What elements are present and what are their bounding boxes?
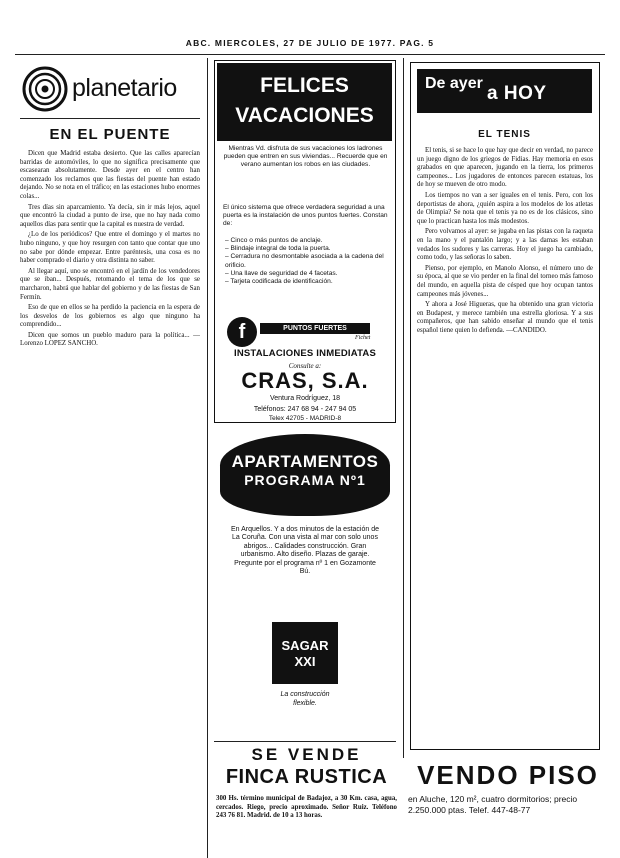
ad-title-oval — [220, 434, 390, 516]
article-paragraph: Y ahora a José Higueras, que ha obtenido una gran victoria en Budapest, y merece también una estrella gloriosa. Y a sus compañeros, que han sabido enseñar al mundo que el tenis español tiene quien lo defienda. —CANDIDO. — [417, 301, 593, 334]
vendo-piso-title: VENDO PISO — [417, 760, 599, 790]
install-line: INSTALACIONES INMEDIATAS — [233, 348, 377, 359]
right-article-body — [417, 147, 593, 743]
header-rule — [15, 54, 605, 55]
left-article-body — [20, 150, 200, 848]
article-paragraph: Pienso, por ejemplo, en Manolo Alonso, el número uno de su época, al que se vio perder en la final del torneo más famoso del mundo, en aquella pista de césped que hoy ocupan tantos campeones más jóvenes... — [417, 264, 593, 298]
logo-line1: De ayer — [425, 75, 483, 92]
article-paragraph: Tres días sin aparcamiento. Ya decía, sin ir más lejos, aquel que encontró la ciudad a punto de irse, que no hay nada como aquellos días para sentir que la capital es nuestra de verdad. — [20, 203, 200, 228]
fichet-logo-icon: f — [227, 317, 257, 347]
de-ayer-a-hoy-logo — [417, 69, 592, 113]
article-paragraph: Al llegar aquí, uno se encontró en el jardín de los vendedores que se iban... Después, retomando el tema de los que se marcharon, habrá que hablar del gobierno y de las fiestas de San Fermín. — [20, 267, 200, 301]
article-paragraph: Dicen que Madrid estaba desierto. Que las calles aparecían barridas de automóviles, lo que no significa precisamente que escasearan absolutamente. Desde ayer en el centro han comenzado los reclamos que las fiestas del puente han estado dejando. No se nota en el tráfico; en las estaciones hubo enormes colas... — [20, 150, 200, 200]
list-item: – Cinco o más puntos de anclaje. — [225, 237, 323, 244]
list-item: – Tarjeta codificada de identificación. — [225, 278, 333, 286]
right-article-box — [410, 62, 600, 750]
sagar-logo: SAGAR XXI — [272, 622, 338, 684]
vendo-piso-body: en Aluche, 120 m², cuatro dormitorios; precio 2.250.000 ptas. Telef. 447-48-77 — [408, 794, 578, 815]
planetario-logo-text: planetario — [72, 74, 177, 102]
list-item: – Una llave de seguridad de 4 facetas. — [225, 269, 338, 277]
planet-rings-icon — [22, 66, 68, 112]
mid-rule — [214, 741, 396, 742]
finca-body: 300 Hs. término municipal de Badajoz, a 30 Km. casa, agua, cercados. Riego, precio aproximado. Señor Ruiz. Teléfono 243 76 81. Madrid. de 10 a 13 horas. — [216, 795, 397, 819]
list-item: – Cerradura no desmontable asociada a la cadena del orificio. — [225, 253, 384, 269]
finca-line1: SE VENDE — [251, 745, 362, 764]
article-paragraph: El tenis, si se hace lo que hay que decir en verdad, no parece un juego digno de los griegos de Fidias. Hay memoria en esos grabados en que aparecen, jugando en la tierra, los primeros campeones... Los jugadores de entonces parecen estatuas, los de hoy se mueven de otro modo. — [417, 147, 593, 189]
company-name: CRAS, S.A. — [241, 368, 369, 393]
article-paragraph: Eso de que en ellos se ha perdido la paciencia en la espera de los desvelos de los gobiernos es algo que ninguno ha comprendido... — [20, 304, 200, 329]
ad-title-line2: VACACIONES — [235, 104, 374, 127]
ad-title-line1: APARTAMENTOS — [231, 452, 379, 471]
left-headline: EN EL PUENTE — [49, 126, 171, 143]
ad-title-line2: PROGRAMA Nº1 — [244, 472, 366, 488]
ad-title-block — [217, 63, 392, 141]
finca-line2: FINCA RUSTICA — [225, 766, 388, 788]
planetario-logo — [20, 62, 200, 120]
right-headline: EL TENIS — [478, 129, 531, 140]
article-paragraph: Pero volvamos al ayer: se jugaba en las pistas con la raqueta en la mano y el pantalón largo; y a las damas les estaban vedados los sudores y las carreras. Hoy el juego ha cambiado, como todo, y las señoras lo saben. — [417, 228, 593, 262]
logo-line2: a HOY — [487, 83, 547, 104]
company-phones: Teléfonos: 247 68 94 - 247 94 05 — [253, 406, 357, 413]
column-divider-left — [207, 58, 208, 858]
finca-rustica-ad — [214, 745, 399, 853]
ad-body: En Arquellos. Y a dos minutos de la estación de La Coruña. Con una vista al mar con solo unos abrigos... Calidades construcción. Gran urbanismo. Alto diseño. Plazas de garaje. Pregunte por el programa nº 1 en Gozamonte Bú. — [230, 526, 379, 576]
consult-line: Consulte a: — [288, 362, 322, 370]
felices-vacaciones-ad — [214, 60, 396, 423]
ad-feature-list — [225, 237, 390, 286]
brand-signature: Fichet — [355, 335, 371, 341]
column-divider-right — [403, 58, 404, 758]
logo-rule — [20, 118, 200, 119]
article-paragraph: ¿Lo de los periódicos? Que entre el domingo y el martes no hubo ninguno, y que hoy resurgen con tanto que contar que uno no sabe por dónde empezar. Entre paréntesis, una cosa es no haber comprado el diario y otra distinta no saber. — [20, 231, 200, 265]
company-telex: Telex 42705 - MADRID-8 — [268, 415, 342, 422]
apartamentos-ad — [214, 432, 396, 737]
article-paragraph: Dicen que somos un pueblo maduro para la política... —Lorenzo LOPEZ SANCHO. — [20, 331, 200, 348]
article-paragraph: Los tiempos no van a ser iguales en el tenis. Pero, con los deportistas de ahora, ¿quién aspira a los modelos de los atletas de Olimpia? Se nota que el tenis ya no es de los clásicos, sino que lo practican hasta los más modestos. — [417, 191, 593, 225]
list-item: – Blindaje integral de toda la puerta. — [225, 245, 331, 253]
page-header: ABC. MIERCOLES, 27 DE JULIO DE 1977. PAG. 5 — [185, 38, 435, 48]
ad-intro: Mientras Vd. disfruta de sus vacaciones los ladrones pueden que entren en sus viviendas... Recuerde que en verano aumentan los robos en las ciudades. — [223, 145, 388, 169]
vendo-piso-ad — [404, 760, 612, 852]
ad-title-line1: FELICES — [260, 74, 349, 97]
company-address: Ventura Rodríguez, 18 — [269, 395, 341, 402]
ad-footer: La construcción flexible. — [280, 691, 330, 707]
brand-strip: PUNTOS FUERTES — [260, 323, 370, 334]
ad-lead: El único sistema que ofrece verdadera seguridad a una puerta es la instalación de unos puntos fuertes. Constan de: — [223, 204, 388, 228]
